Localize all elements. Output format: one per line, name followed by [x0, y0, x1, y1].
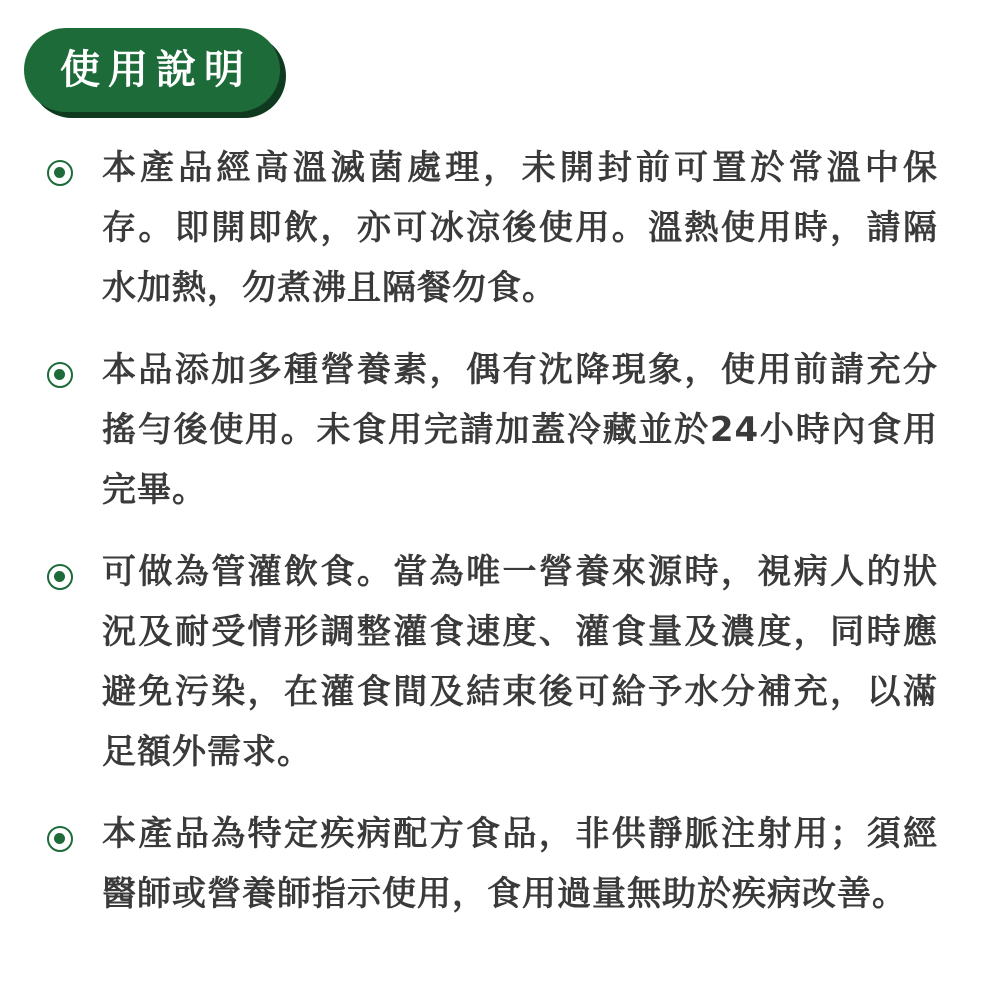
instruction-text: 可做為管灌飲食。當為唯一營養來源時，視病人的狀況及耐受情形調整灌食速度、灌食量及濃度，同時應避免污染，在灌食間及結束後可給予水分補充，以滿足額外需求。 — [102, 552, 938, 772]
section-title: 使用說明 — [24, 28, 280, 112]
section-header — [24, 28, 286, 118]
instruction-text: 本產品為特定疾病配方食品，非供靜脈注射用；須經醫師或營養師指示使用，食用過量無助於疾病改善。 — [102, 814, 938, 914]
instruction-item — [0, 340, 1000, 520]
circle-dot-bullet-icon — [47, 362, 73, 388]
instruction-item — [0, 542, 1000, 782]
instruction-item — [0, 804, 1000, 924]
circle-dot-bullet-icon — [47, 826, 73, 852]
instruction-list — [0, 138, 1000, 946]
instruction-item — [0, 138, 1000, 318]
instruction-text: 本產品經高溫滅菌處理，未開封前可置於常溫中保存。即開即飲，亦可冰涼後使用。溫熱使用時，請隔水加熱，勿煮沸且隔餐勿食。 — [102, 148, 938, 308]
circle-dot-bullet-icon — [47, 160, 73, 186]
instruction-text: 本品添加多種營養素，偶有沈降現象，使用前請充分搖勻後使用。未食用完請加蓋冷藏並於24小時內食用完畢。 — [102, 350, 938, 510]
circle-dot-bullet-icon — [47, 564, 73, 590]
